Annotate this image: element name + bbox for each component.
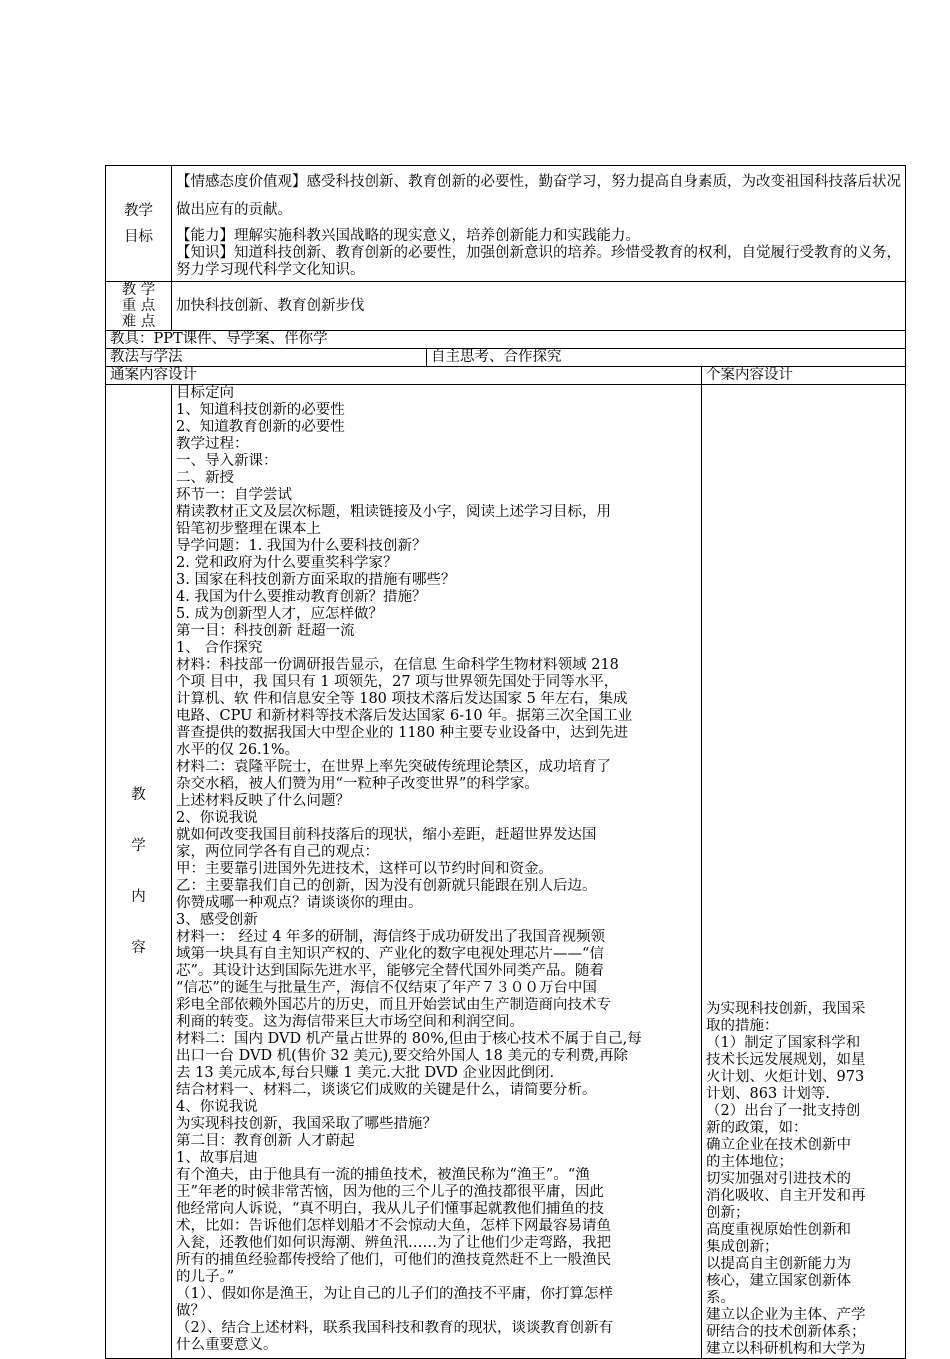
content-line: 甲：主要靠引进国外先进技术，这样可以节约时间和资金。: [176, 861, 553, 877]
content-line: 去 13 美元成本,每台只赚 1 美元.大批 DVD 企业因此倒闭.: [176, 1065, 555, 1081]
individual-line: 核心，建立国家创新体: [706, 1273, 851, 1289]
content-line: 水平的仅 26.1%。: [176, 742, 300, 758]
content-line: 材料一： 经过 4 年多的研制，海信终于成功研发出了我国音视频领: [176, 929, 606, 945]
content-line: 计算机、软 件和信息安全等 180 项技术落后发达国家 5 年左右，集成: [176, 691, 628, 707]
content-line: 你赞成哪一种观点？请谈谈你的理由。: [176, 895, 423, 911]
content-line: 什么重要意义。: [176, 1337, 278, 1353]
content-line: 2、你说我说: [176, 810, 258, 826]
content-line: 家，两位同学各有自己的观点：: [176, 844, 379, 860]
individual-line: 消化吸收、自主开发和再: [706, 1188, 866, 1204]
individual-line: 创新；: [706, 1205, 750, 1221]
content-line: 的儿子。”: [176, 1269, 235, 1285]
content-line: 个项 目中，我 国只有 1 项领先，27 项与世界领先国处于同等水平，: [176, 674, 619, 690]
objectives-label: [106, 166, 172, 282]
content-row: [106, 385, 906, 1359]
content-line: “信芯”的诞生与批量生产，海信不仅结束了年产７３００万台中国: [176, 980, 597, 996]
methods-label: 教法与学法: [106, 349, 427, 367]
content-line: 有个渔夫，由于他具有一流的捕鱼技术，被渔民称为“渔王”。“渔: [176, 1167, 590, 1183]
content-line: 2、知道教育创新的必要性: [176, 419, 345, 435]
content-line: 材料二：国内 DVD 机产量占世界的 80%,但由于核心技术不属于自己,每: [176, 1031, 642, 1047]
content-line: 环节一：自学尝试: [176, 487, 292, 503]
individual-line: 切实加强对引进技术的: [706, 1171, 851, 1187]
individual-line: 研结合的技术创新体系；: [706, 1324, 866, 1340]
individual-line: 以提高自主创新能力为: [706, 1256, 851, 1272]
content-label-4: 容: [131, 939, 146, 956]
content-line: 就如何改变我国目前科技落后的现状，缩小差距，赶超世界发达国: [176, 827, 597, 843]
content-label-3: 内: [131, 888, 146, 905]
content-line: 为实现科技创新，我国采取了哪些措施？: [176, 1116, 437, 1132]
individual-line: 高度重视原始性创新和: [706, 1222, 851, 1238]
individual-content: [702, 385, 906, 1359]
individual-line: （1）制定了国家科学和: [706, 1035, 861, 1051]
content-line: 3、感受创新: [176, 912, 258, 928]
content-label-2: 学: [131, 837, 146, 854]
individual-line: 建立以企业为主体、产学: [706, 1307, 866, 1323]
individual-line: 系。: [706, 1290, 735, 1306]
content-line: （2）、结合上述材料，联系我国科技和教育的现状，谈谈教育创新有: [176, 1320, 613, 1336]
content-line: 杂交水稻，被人们赞为用“一粒种子改变世界”的科学家。: [176, 776, 539, 792]
content-line: 彩电全部依赖外国芯片的历史，而且开始尝试由生产制造商向技术专: [176, 997, 611, 1013]
content-line: 芯”。其设计达到国际先进水平，能够完全替代国外同类产品。随着: [176, 963, 604, 979]
design-header-row: [106, 367, 906, 385]
objectives-label-2: 目标: [124, 228, 153, 245]
content-line: 所有的捕鱼经验都传授给了他们，可他们的渔技竟然赶不上一般渔民: [176, 1252, 611, 1268]
content-line: 术，比如：告诉他们怎样划船才不会惊动大鱼，怎样下网最容易请鱼: [176, 1218, 611, 1234]
content-line: 入瓮，还教他们如何识海潮、辨鱼汛……为了让他们少走弯路，我把: [176, 1235, 611, 1251]
content-line: 一、导入新课：: [176, 453, 278, 469]
content-line: 域第一块具有自主知识产权的、产业化的数字电视处理芯片——“信: [176, 946, 604, 962]
content-line: 王”年老的时候非常苦恼，因为他的三个儿子的渔技都很平庸，因此: [176, 1184, 604, 1200]
content-line: 4、你说我说: [176, 1099, 258, 1115]
key-points-row: [106, 282, 906, 331]
individual-line: 的主体地位；: [706, 1154, 793, 1170]
content-label-1: 教: [131, 786, 146, 803]
content-line: 普查提供的数据我国大中型企业的 1180 种主要专业设备中，达到先进: [176, 725, 629, 741]
common-content: [172, 385, 702, 1359]
individual-line: 新的政策，如：: [706, 1120, 808, 1136]
objective-emotion: 【情感态度价值观】感受科技创新、教育创新的必要性，勤奋学习，努力提高自身素质，为改变祖国科技落后状况做出应有的贡献。: [176, 174, 901, 218]
individual-line: 计划、863 计划等.: [706, 1086, 830, 1102]
lesson-plan-table: [105, 165, 906, 1359]
individual-line: 取的措施：: [706, 1018, 779, 1034]
individual-line: （2）出台了一批支持创: [706, 1103, 861, 1119]
individual-line: 集成创新；: [706, 1239, 779, 1255]
methods-row: [106, 349, 906, 367]
content-line: 做？: [176, 1303, 205, 1319]
content-line: 利商的转变。这为海信带来巨大市场空间和利润空间。: [176, 1014, 524, 1030]
content-line: 结合材料一、材料二，谈谈它们成败的关键是什么，请简要分析。: [176, 1082, 597, 1098]
methods-value: 自主思考、合作探究: [427, 349, 906, 367]
key-points-label: [106, 282, 172, 331]
content-line: 3. 国家在科技创新方面采取的措施有哪些？: [176, 572, 456, 588]
individual-line: 确立企业在技术创新中: [706, 1137, 851, 1153]
key-points-text: 加快科技创新、教育创新步伐: [172, 282, 906, 331]
content-line: 4. 我国为什么要推动教育创新？措施？: [176, 589, 427, 605]
content-line: 二、新授: [176, 470, 234, 486]
content-line: 2. 党和政府为什么要重奖科学家？: [176, 555, 398, 571]
content-line: 第二目：教育创新 人才蔚起: [176, 1133, 355, 1149]
content-line: 电路、CPU 和新材料等技术落后发达国家 6-10 年。据第三次全国工业: [176, 708, 633, 724]
objectives-label-1: 教学: [124, 202, 153, 219]
content-line: 精读教材正文及层次标题，粗读链接及小字，阅读上述学习目标，用: [176, 504, 611, 520]
content-line: 材料：科技部一份调研报告显示，在信息 生命科学生物材料领域 218: [176, 657, 619, 673]
objective-ability: 【能力】理解实施科教兴国战略的现实意义，培养创新能力和实践能力。: [176, 228, 640, 244]
content-line: 材料二：袁隆平院士，在世界上率先突破传统理论禁区，成功培育了: [176, 759, 611, 775]
content-line: 目标定向: [176, 385, 234, 401]
content-line: 出口一台 DVD 机(售价 32 美元),要交给外国人 18 美元的专利费,再除: [176, 1048, 629, 1064]
content-line: 上述材料反映了什么问题？: [176, 793, 350, 809]
tools-text: 教具：PPT课件、导学案、伴你学: [106, 331, 906, 349]
content-line: 1、知道科技创新的必要性: [176, 402, 345, 418]
content-line: 教学过程：: [176, 436, 249, 452]
individual-design-header: 个案内容设计: [702, 367, 906, 385]
content-label: [106, 385, 172, 1359]
key-points-label-2: 重 点: [121, 298, 156, 314]
common-design-header: 通案内容设计: [106, 367, 702, 385]
content-line: 5. 成为创新型人才，应怎样做？: [176, 606, 383, 622]
individual-line: 建立以科研机构和大学为: [706, 1341, 866, 1357]
tools-row: [106, 331, 906, 349]
objectives-row: [106, 166, 906, 282]
individual-line: 技术长远发展规划，如星: [706, 1052, 866, 1068]
key-points-label-1: 教 学: [121, 282, 156, 298]
content-line: （1）、假如你是渔王，为让自己的儿子们的渔技不平庸，你打算怎样: [176, 1286, 613, 1302]
content-line: 铅笔初步整理在课本上: [176, 521, 321, 537]
lesson-plan-document: [105, 165, 905, 1359]
individual-line: 火计划、火炬计划、973: [706, 1069, 865, 1085]
content-line: 他经常向人诉说，“真不明白，我从儿子们懂事起就教他们捕鱼的技: [176, 1201, 604, 1217]
key-points-label-3: 难 点: [121, 314, 156, 330]
objective-knowledge: 【知识】知道科技创新、教育创新的必要性，加强创新意识的培养。珍惜受教育的权利，自觉履行受教育的义务，努力学习现代科学文化知识。: [176, 245, 901, 278]
content-line: 第一目：科技创新 赶超一流: [176, 623, 355, 639]
content-line: 1、 合作探究: [176, 640, 263, 656]
objectives-content: [172, 166, 906, 282]
content-line: 乙：主要靠我们自己的创新，因为没有创新就只能跟在别人后边。: [176, 878, 597, 894]
individual-line: 为实现科技创新，我国采: [706, 1001, 866, 1017]
content-line: 导学问题：1. 我国为什么要科技创新？: [176, 538, 427, 554]
content-line: 1、故事启迪: [176, 1150, 258, 1166]
